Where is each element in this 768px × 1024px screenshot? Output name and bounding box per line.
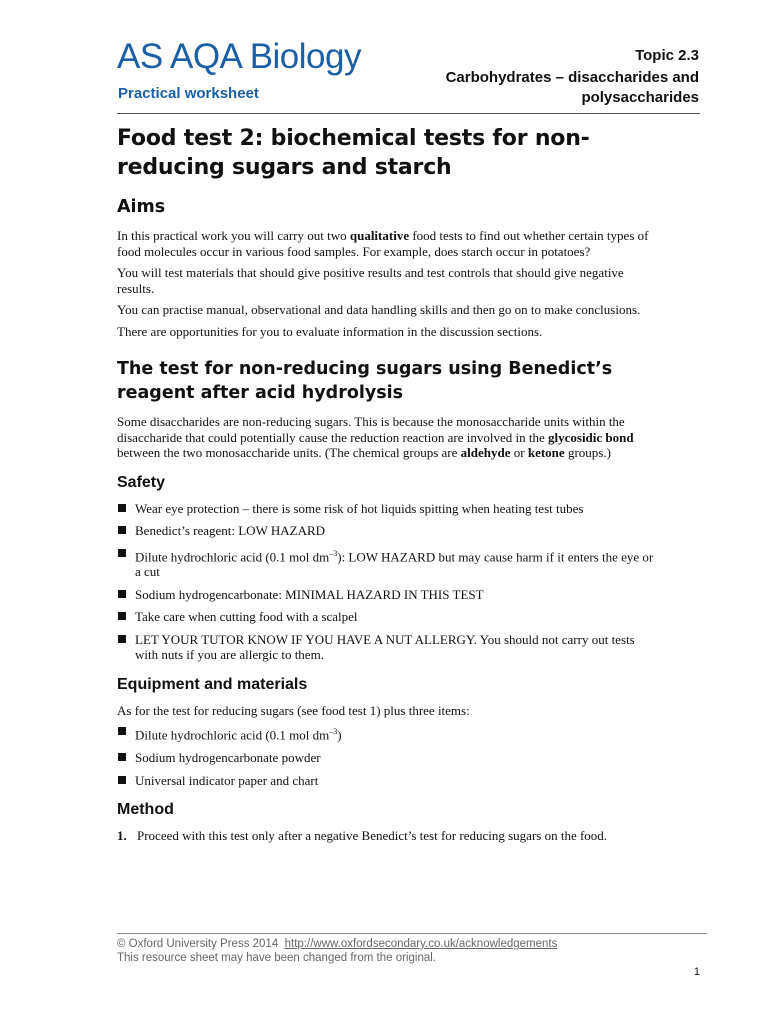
copyright-text: © Oxford University Press 2014 [117,938,279,950]
method-steps [117,828,657,844]
aims-paragraph-3: You can practise manual, observational and data handling skills and then go on to make conclusions. [117,302,641,317]
square-bullet-icon [118,549,126,557]
page-footer [117,933,707,965]
list-item-text: Wear eye protection – there is some risk of hot liquids spitting when heating test tubes [135,500,584,516]
test-intro-paragraph [117,414,657,461]
equipment-heading: Equipment and materials [117,675,308,693]
list-item-text: Sodium hydrogencarbonate powder [135,750,321,766]
brand-subtitle: Practical worksheet [118,85,259,102]
square-bullet-icon [118,635,126,643]
square-bullet-icon [118,727,126,735]
intro-text-1: Some disaccharides are non-reducing sugars. This is because the monosaccharide units within the disaccharide that could potentially cause the reduction reaction are involved in the [117,414,625,445]
document-title: Food test 2: biochemical tests for non-reducing sugars and starch [117,126,590,180]
intro-bold-3: ketone [527,445,565,460]
list-item-text-end: ): LOW HAZARD but may cause harm if it enters the eye or a cut [135,548,654,580]
intro-bold-2: aldehyde [460,445,511,460]
superscript: –3 [329,548,338,558]
safety-list [117,501,657,663]
square-bullet-icon [118,526,126,534]
list-item [117,523,657,539]
intro-bold-1: glycosidic bond [548,429,634,445]
list-item [117,632,657,663]
test-section-heading: The test for non-reducing sugars using Benedict’s reagent after acid hydrolysis [117,359,613,403]
step-text: Proceed with this test only after a negative Benedict’s test for reducing sugars on the food. [137,828,608,844]
square-bullet-icon [118,753,126,761]
aims-paragraph-1 [117,228,657,259]
equipment-intro: As for the test for reducing sugars (see food test 1) plus three items: [117,702,470,718]
acknowledgements-link[interactable]: http://www.oxfordsecondary.co.uk/acknowledgements [284,938,558,950]
footer-divider [117,933,707,934]
safety-heading: Safety [117,473,166,491]
step-number: 1. [117,828,127,844]
list-item [117,546,657,580]
list-item [117,587,657,603]
aims-paragraph-2: You will test materials that should give positive results and test controls that should give negative results. [117,265,624,296]
method-heading: Method [117,801,174,819]
square-bullet-icon [118,590,126,598]
list-item-text: Sodium hydrogencarbonate: MINIMAL HAZARD IN THIS TEST [135,586,484,602]
list-item-text: Take care when cutting food with a scalpel [135,609,358,625]
list-item-text: Universal indicator paper and chart [135,772,319,788]
aims-paragraph-4: There are opportunities for you to evaluate information in the discussion sections. [117,323,543,339]
page-header [0,0,768,112]
intro-text-3: or [510,445,528,460]
square-bullet-icon [118,776,126,784]
aims-heading: Aims [117,197,166,217]
list-item-text: LET YOUR TUTOR KNOW IF YOU HAVE A NUT ALLERGY. You should not carry out tests with nuts if you are allergic to them. [135,631,635,663]
square-bullet-icon [118,612,126,620]
aims-p1-bold: qualitative [349,228,410,243]
topic-number: Topic 2.3 [635,47,699,64]
list-item-text: Benedict’s reagent: LOW HAZARD [135,523,326,538]
topic-title: Carbohydrates – disaccharides and polysaccharides [445,69,699,106]
aims-p1-text: In this practical work you will carry out two [117,228,350,243]
list-item [117,750,657,766]
header-divider [117,113,700,114]
equipment-list [117,724,657,788]
list-item [117,773,657,789]
list-item [117,501,657,517]
footer-note: This resource sheet may have been changed from the original. [117,952,436,964]
brand-title: AS AQA Biology [117,37,361,76]
square-bullet-icon [118,504,126,512]
worksheet-content [117,124,657,844]
list-item-text: Dilute hydrochloric acid (0.1 mol dm [135,548,330,564]
superscript: –3 [329,727,338,737]
intro-text-2: between the two monosaccharide units. (The chemical groups are [117,445,461,460]
list-item [117,724,657,743]
list-item-text: Dilute hydrochloric acid (0.1 mol dm [135,727,330,743]
list-item-text-end: ) [337,727,342,743]
aims-p1-text-end: food tests to find out whether certain types of food molecules occur in various food samples. For example, does starch occur in potatoes? [117,228,649,259]
method-step [117,828,657,844]
intro-text-4: groups.) [564,445,611,460]
page-number: 1 [693,966,700,978]
footer-copyright-line [117,937,707,951]
list-item [117,609,657,625]
